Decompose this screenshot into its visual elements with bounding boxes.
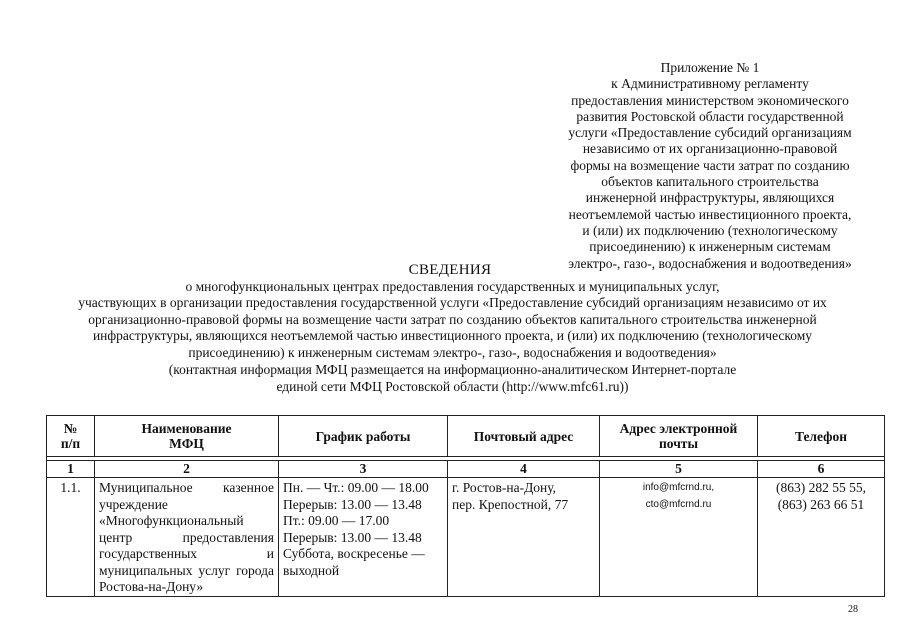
document-heading: СВЕДЕНИЯ <box>408 262 492 278</box>
appendix-line: и (или) их подключению (технологическому <box>582 222 838 238</box>
schedule-line: Пт.: 09.00 — 17.00 <box>283 513 390 528</box>
header-num-line: № <box>63 421 78 436</box>
appendix-line: электро-, газо-, водоснабжения и водоотведения» <box>568 255 852 271</box>
header-schedule: График работы <box>279 416 448 457</box>
appendix-line: услуги «Предоставление субсидий организациям <box>568 125 852 141</box>
address-line: г. Ростов-на-Дону, <box>452 480 557 495</box>
row-phone <box>758 478 885 597</box>
appendix-line: инженерной инфраструктуры, являющихся <box>585 190 835 206</box>
appendix-line: предоставления министерством экономического <box>571 92 849 108</box>
appendix-line: неотъемлемой частью инвестиционного проекта, <box>568 206 852 222</box>
appendix-line: присоединению) к инженерным системам <box>589 239 831 255</box>
svedeniya-line: о многофункциональных центрах предоставления государственных и муниципальных услуг, <box>185 278 720 294</box>
address-line: пер. Крепостной, 77 <box>452 496 569 512</box>
row-name: Муниципальное казенное учреждение «Многофункциональный центр предоставления государственных и муниципальных услуг города Ростова-на-Дону» <box>95 478 279 597</box>
svedeniya-line: участвующих в организации предоставления государственной услуги «Предоставление субсидий организациям независимо от их <box>78 295 827 310</box>
header-name-line: МФЦ <box>169 436 204 451</box>
header-num <box>47 416 95 457</box>
mfc-table <box>46 415 885 597</box>
row-email <box>600 478 758 597</box>
schedule-line: Суббота, воскресенье — выходной <box>283 546 425 578</box>
contact-line: (контактная информация МФЦ размещается на информационно-аналитическом Интернет-портале <box>168 362 737 377</box>
column-number: 6 <box>758 461 885 478</box>
appendix-line: развития Ростовской области государственной <box>576 108 844 124</box>
header-address: Почтовый адрес <box>448 416 600 457</box>
header-email-line: почты <box>659 436 698 451</box>
email-line: cto@mfcrnd.ru <box>645 498 712 510</box>
header-name <box>95 416 279 457</box>
svedeniya-line: инфраструктуры, являющихся неотъемлемой частью инвестиционного проекта, и (или) их подключению (технологическому <box>92 328 813 343</box>
appendix-line: формы на возмещение части затрат по созданию <box>570 157 850 173</box>
column-number: 5 <box>600 461 758 478</box>
svedeniya-line: организационно-правовой формы на возмещение части затрат по созданию объектов капитального строительства инженерной <box>88 311 817 327</box>
header-email <box>600 416 758 457</box>
email-line: info@mfcrnd.ru, <box>642 482 715 493</box>
column-number: 2 <box>95 461 279 478</box>
contact-note <box>0 362 905 395</box>
row-schedule <box>279 478 448 597</box>
header-email-line: Адрес электронной <box>619 421 738 436</box>
schedule-line: Перерыв: 13.00 — 13.48 <box>283 496 422 512</box>
row-num: 1.1. <box>47 478 95 597</box>
svedeniya-line: присоединению) к инженерным системам электро-, газо-, водоснабжения и водоотведения» <box>188 344 717 360</box>
header-phone: Телефон <box>758 416 885 457</box>
row-address <box>448 478 600 597</box>
schedule-line: Перерыв: 13.00 — 13.48 <box>283 529 422 545</box>
column-number: 4 <box>448 461 600 478</box>
phone-line: (863) 263 66 51 <box>777 496 865 512</box>
appendix-block <box>520 60 900 272</box>
svedeniya-block <box>0 262 905 361</box>
appendix-line: объектов капитального строительства <box>601 174 819 190</box>
phone-line: (863) 282 55 55, <box>776 480 866 495</box>
page-number: 28 <box>848 604 858 615</box>
appendix-line: Приложение № 1 <box>660 60 760 75</box>
column-number: 1 <box>47 461 95 478</box>
header-name-line: Наименование <box>141 421 232 436</box>
table-row <box>47 478 885 597</box>
table-header-row <box>47 416 885 457</box>
column-number: 3 <box>279 461 448 478</box>
schedule-line: Пн. — Чт.: 09.00 — 18.00 <box>283 480 429 495</box>
appendix-line: к Административному регламенту <box>611 76 809 92</box>
header-num-line: п/п <box>60 436 81 451</box>
contact-line: единой сети МФЦ Ростовской области (http://www.mfc61.ru)) <box>276 378 629 394</box>
appendix-line: независимо от их организационно-правовой <box>582 141 838 157</box>
column-number-row <box>47 461 885 478</box>
